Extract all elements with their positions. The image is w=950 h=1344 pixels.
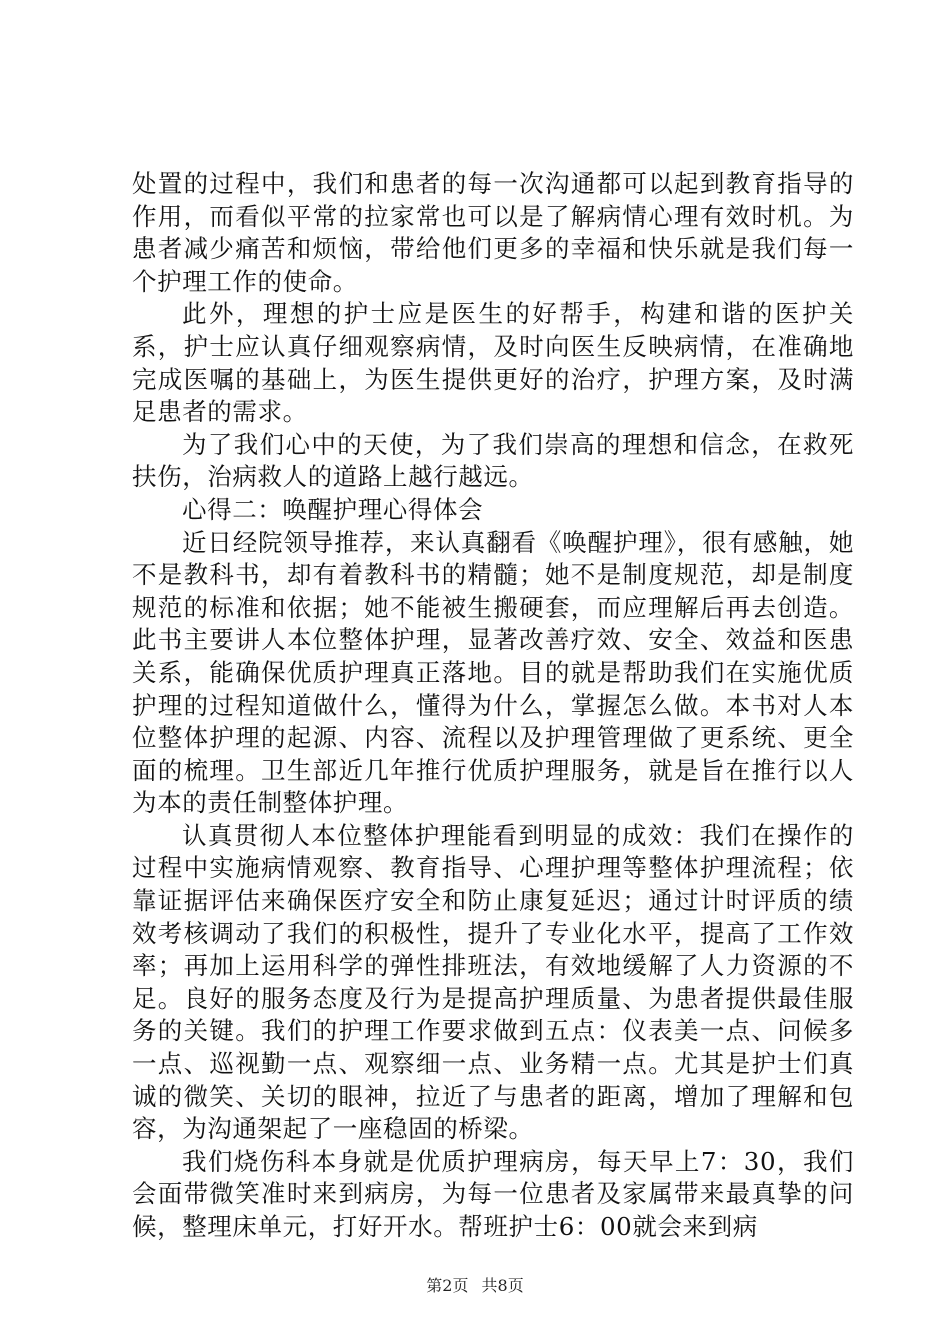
paragraph-3: 为了我们心中的天使，为了我们崇高的理想和信念，在救死扶伤，治病救人的道路上越行越远。 (132, 429, 854, 492)
paragraph-6: 我们烧伤科本身就是优质护理病房，每天早上7：30，我们会面带微笑准时来到病房，为每一位患者及家属带来最真挚的问候，整理床单元，打好开水。帮班护士6：00就会来到病 (132, 1146, 854, 1241)
paragraph-5: 认真贯彻人本位整体护理能看到明显的成效：我们在操作的过程中实施病情观察、教育指导、心理护理等整体护理流程；依靠证据评估来确保医疗安全和防止康复延迟；通过计时评质的绩效考核调动了我们的积极性，提升了专业化水平，提高了工作效率；再加上运用科学的弹性排班法，有效地缓解了人力资源的不足。良好的服务态度及行为是提高护理质量、为患者提供最佳服务的关键。我们的护理工作要求做到五点：仪表美一点、问候多一点、巡视勤一点、观察细一点、业务精一点。尤其是护士们真诚的微笑、关切的眼神，拉近了与患者的距离，增加了理解和包容，为沟通架起了一座稳固的桥梁。 (132, 820, 854, 1144)
section-heading: 心得二：唤醒护理心得体会 (182, 494, 484, 524)
paragraph-1: 处置的过程中，我们和患者的每一次沟通都可以起到教育指导的作用，而看似平常的拉家常也可以是了解病情心理有效时机。为患者减少痛苦和烦恼，带给他们更多的幸福和快乐就是我们每一个护理工作的使命。 (132, 169, 854, 296)
paragraph-2: 此外，理想的护士应是医生的好帮手，构建和谐的医护关系，护士应认真仔细观察病情，及时向医生反映病情，在准确地完成医嘱的基础上，为医生提供更好的治疗，护理方案，及时满足患者的需求。 (132, 299, 854, 427)
page-total: 共8页 (481, 1276, 524, 1295)
page-footer (0, 1273, 950, 1296)
document-body (132, 168, 854, 1244)
page-number: 第2页 (426, 1276, 469, 1295)
paragraph-4: 近日经院领导推荐，来认真翻看《唤醒护理》，很有感触，她不是教科书，却有着教科书的精髓；她不是制度规范，却是制度规范的标准和依据；她不能被生搬硬套，而应理解后再去创造。此书主要讲人本位整体护理，显著改善疗效、安全、效益和医患关系，能确保优质护理真正落地。目的就是帮助我们在实施优质护理的过程知道做什么，懂得为什么，掌握怎么做。本书对人本位整体护理的起源、内容、流程以及护理管理做了更系统、更全面的梳理。卫生部近几年推行优质护理服务，就是旨在推行以人为本的责任制整体护理。 (132, 527, 854, 818)
